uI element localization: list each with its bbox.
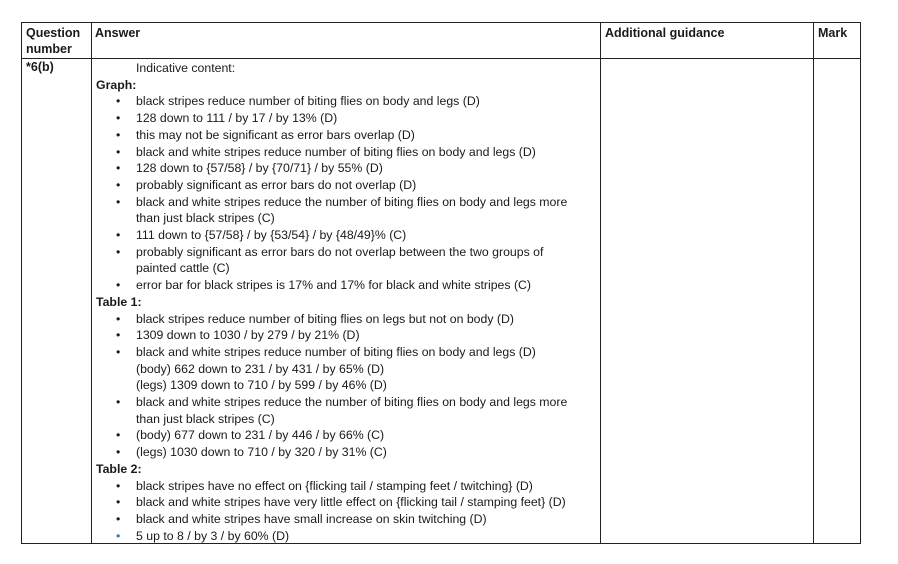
bullet-icon: • xyxy=(116,445,121,460)
section-title: Table 1: xyxy=(96,294,142,309)
bullet-icon: • xyxy=(116,177,121,192)
list-item-text: black stripes reduce number of biting flies on legs but not on body (D) xyxy=(136,311,514,326)
bullet-icon: • xyxy=(116,278,121,293)
header-divider xyxy=(22,58,860,59)
question-id: *6(b) xyxy=(26,60,54,74)
list-item xyxy=(96,511,596,528)
header-mark: Mark xyxy=(818,26,848,40)
list-item-text: than just black stripes (C) xyxy=(136,411,275,426)
list-item xyxy=(96,344,596,394)
bullet-icon: • xyxy=(116,528,121,543)
list-item xyxy=(96,427,596,444)
list-item xyxy=(96,177,596,194)
list-item-text: (legs) 1030 down to 710 / by 320 / by 31% (C) xyxy=(136,445,387,460)
list-item-text: 128 down to {57/58} / by {70/71} / by 55% (D) xyxy=(136,161,383,176)
column-divider xyxy=(91,23,92,543)
list-item-text: than just black stripes (C) xyxy=(136,211,275,226)
list-item-text: painted cattle (C) xyxy=(136,261,230,276)
bullet-icon: • xyxy=(116,495,121,510)
list-item-text: probably significant as error bars do not overlap between the two groups of xyxy=(136,244,544,259)
bullet-icon: • xyxy=(116,144,121,159)
list-item-text: 1309 down to 1030 / by 279 / by 21% (D) xyxy=(136,328,360,343)
bullet-icon: • xyxy=(116,478,121,493)
list-item-text: black and white stripes reduce the number of biting flies on body and legs more xyxy=(136,194,568,209)
list-item xyxy=(96,110,596,127)
list-item xyxy=(96,244,596,277)
list-item-text: black and white stripes reduce number of biting flies on body and legs (D) xyxy=(136,144,536,159)
list-item xyxy=(96,444,596,461)
bullet-icon: • xyxy=(116,344,121,359)
list-item xyxy=(96,227,596,244)
indicative-content-label: Indicative content: xyxy=(136,61,236,75)
header-answer: Answer xyxy=(95,26,141,40)
list-item xyxy=(96,144,596,161)
list-item xyxy=(96,394,596,427)
list-item xyxy=(96,160,596,177)
list-item-text: black and white stripes reduce number of biting flies on body and legs (D) xyxy=(136,344,536,359)
bullet-icon: • xyxy=(116,244,121,259)
list-item-text: black and white stripes have small increase on skin twitching (D) xyxy=(136,511,487,526)
bullet-icon: • xyxy=(116,161,121,176)
bullet-list xyxy=(96,478,596,545)
list-item xyxy=(96,93,596,110)
list-item-text: black stripes reduce number of biting flies on body and legs (D) xyxy=(136,94,480,109)
header-additional-guidance: Additional guidance xyxy=(605,26,725,40)
list-item-text: (body) 677 down to 231 / by 446 / by 66% (C) xyxy=(136,428,385,443)
list-item xyxy=(96,127,596,144)
bullet-list xyxy=(96,93,596,293)
column-divider xyxy=(600,23,601,543)
section-title: Table 2: xyxy=(96,461,142,476)
list-item-text: black and white stripes reduce the number of biting flies on body and legs more xyxy=(136,395,568,410)
list-item-text: 128 down to 111 / by 17 / by 13% (D) xyxy=(136,111,338,126)
list-item-text: this may not be significant as error bars overlap (D) xyxy=(136,127,415,142)
answer-content xyxy=(96,60,596,544)
list-item-text: black stripes have no effect on {flicking tail / stamping feet / twitching} (D) xyxy=(136,478,533,493)
section-title: Graph: xyxy=(96,77,137,92)
bullet-icon: • xyxy=(116,94,121,109)
bullet-icon: • xyxy=(116,511,121,526)
list-item-text: 5 up to 8 / by 3 / by 60% (D) xyxy=(136,528,290,543)
column-divider xyxy=(813,23,814,543)
list-item xyxy=(96,528,596,545)
bullet-icon: • xyxy=(116,428,121,443)
list-item xyxy=(96,194,596,227)
list-item xyxy=(96,494,596,511)
list-item xyxy=(96,277,596,294)
mark-scheme-table xyxy=(21,22,861,544)
list-item-text: black and white stripes have very little effect on {flicking tail / stamping feet} (D) xyxy=(136,495,566,510)
list-item-text: probably significant as error bars do not overlap (D) xyxy=(136,177,417,192)
list-item xyxy=(96,478,596,495)
list-item-text: (body) 662 down to 231 / by 431 / by 65% (D) xyxy=(136,361,385,376)
list-item-text: (legs) 1309 down to 710 / by 599 / by 46% (D) xyxy=(136,378,387,393)
list-item-text: 111 down to {57/58} / by {53/54} / by {48/49}% (C) xyxy=(136,228,407,243)
bullet-icon: • xyxy=(116,395,121,410)
list-item-text: error bar for black stripes is 17% and 17% for black and white stripes (C) xyxy=(136,278,532,293)
list-item xyxy=(96,311,596,328)
list-item xyxy=(96,327,596,344)
bullet-icon: • xyxy=(116,127,121,142)
bullet-icon: • xyxy=(116,194,121,209)
bullet-icon: • xyxy=(116,111,121,126)
bullet-icon: • xyxy=(116,311,121,326)
bullet-list xyxy=(96,311,596,461)
bullet-icon: • xyxy=(116,328,121,343)
bullet-icon: • xyxy=(116,228,121,243)
header-question-number: Question number xyxy=(26,26,81,56)
